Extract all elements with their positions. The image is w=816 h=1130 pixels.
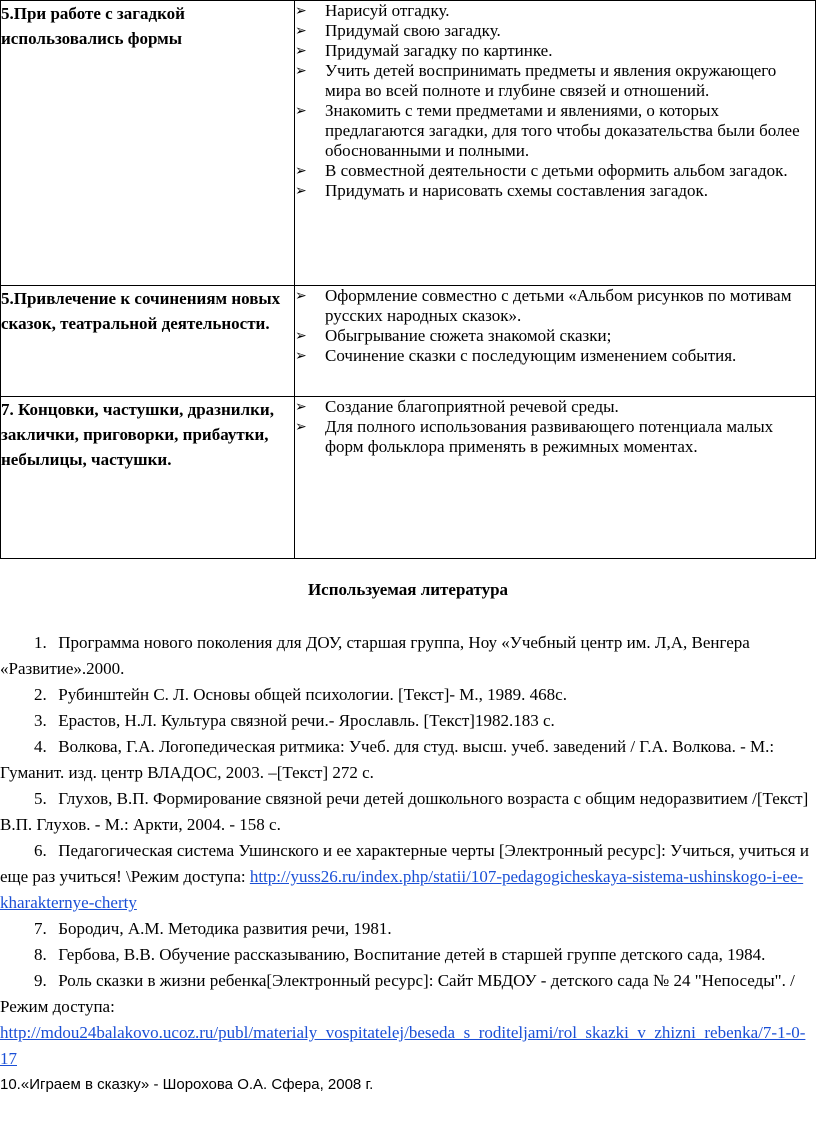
row-content bbox=[295, 1, 816, 286]
arrow-bullet-icon: ➢ bbox=[295, 183, 307, 199]
list-item: ➢ Для полного использования развивающего потенциала малых форм фольклора применять в режимных моментах. bbox=[295, 417, 774, 456]
arrow-bullet-icon: ➢ bbox=[295, 399, 307, 415]
methods-table bbox=[0, 0, 816, 559]
list-item: ➢ Обыгрывание сюжета знакомой сказки; bbox=[295, 326, 612, 345]
arrow-bullet-icon: ➢ bbox=[295, 288, 307, 304]
bullet-list bbox=[295, 286, 815, 366]
list-item: ➢ Придумай свою загадку. bbox=[295, 21, 501, 40]
literature-item-last: 10.«Играем в сказку» - Шорохова О.А. Сфера, 2008 г. bbox=[0, 1076, 374, 1093]
list-item: 4. Волкова, Г.А. Логопедическая ритмика: Учеб. для студ. высш. учеб. заведений / Г.А. Волкова. - М.: Гуманит. изд. центр ВЛАДОС, 2003. –[Текст] 272 с. bbox=[0, 737, 775, 782]
row-heading: 5.Привлечение к сочинениям новых сказок, театральной деятельности. bbox=[1, 286, 295, 397]
arrow-bullet-icon: ➢ bbox=[295, 163, 307, 179]
literature-title: Используемая литература bbox=[307, 580, 509, 599]
table-row bbox=[1, 286, 816, 397]
list-item: ➢ Учить детей воспринимать предметы и явления окружающего мира во всей полноте и глубине связей и отношений. bbox=[295, 61, 777, 100]
row-content bbox=[295, 397, 816, 559]
list-item: 1. Программа нового поколения для ДОУ, старшая группа, Ноу «Учебный центр им. Л,А, Венгера «Развитие».2000. bbox=[0, 633, 750, 678]
arrow-bullet-icon: ➢ bbox=[295, 63, 307, 79]
list-item: ➢ Оформление совместно с детьми «Альбом рисунков по мотивам русских народных сказок». bbox=[295, 286, 792, 325]
list-item: 9. Роль сказки в жизни ребенка[Электронный ресурс]: Сайт МБДОУ - детского сада № 24 "Непоседы". / Режим доступа: http://mdou24balakovo.ucoz.ru/publ/materialy_vospitatelej/beseda_s_roditeljami/rol_skazki_v_zhizni_rebenka/7-1-0-17 bbox=[0, 971, 806, 1068]
arrow-bullet-icon: ➢ bbox=[295, 328, 307, 344]
list-item: ➢ Нарисуй отгадку. bbox=[295, 1, 450, 20]
row-content bbox=[295, 286, 816, 397]
list-item: 7. Бородич, А.М. Методика развития речи, 1981. bbox=[34, 919, 392, 938]
arrow-bullet-icon: ➢ bbox=[295, 43, 307, 59]
list-item: 5. Глухов, В.П. Формирование связной речи детей дошкольного возраста с общим недоразвитием /[Текст] В.П. Глухов. - М.: Аркти, 2004. - 158 с. bbox=[0, 789, 809, 834]
arrow-bullet-icon: ➢ bbox=[295, 3, 307, 19]
row-heading: 7. Концовки, частушки, дразнилки, заклички, приговорки, прибаутки, небылицы, частушки. bbox=[1, 397, 295, 559]
bullet-list bbox=[295, 397, 815, 457]
arrow-bullet-icon: ➢ bbox=[295, 103, 307, 119]
list-item: ➢ Сочинение сказки с последующим изменением события. bbox=[295, 346, 737, 365]
literature-list bbox=[0, 630, 816, 1096]
list-item: ➢ Придумать и нарисовать схемы составления загадок. bbox=[295, 181, 709, 200]
list-item: ➢ В совместной деятельности с детьми оформить альбом загадок. bbox=[295, 161, 788, 180]
table-row bbox=[1, 397, 816, 559]
bullet-list bbox=[295, 1, 815, 201]
arrow-bullet-icon: ➢ bbox=[295, 23, 307, 39]
list-item: 8. Гербова, В.В. Обучение рассказыванию, Воспитание детей в старшей группе детского сада, 1984. bbox=[34, 945, 766, 964]
list-item: ➢ Знакомить с теми предметами и явлениями, о которых предлагаются загадки, для того чтобы доказательства были более обоснованными и полными. bbox=[295, 101, 800, 160]
row-heading: 5.При работе с загадкой использовались формы bbox=[1, 1, 295, 286]
resource-link[interactable]: http://mdou24balakovo.ucoz.ru/publ/materialy_vospitatelej/beseda_s_roditeljami/rol_skazki_v_zhizni_rebenka/7-1-0-17 bbox=[0, 1023, 806, 1068]
arrow-bullet-icon: ➢ bbox=[295, 348, 307, 364]
list-item: 3. Ерастов, Н.Л. Культура связной речи.- Ярославль. [Текст]1982.183 с. bbox=[34, 711, 555, 730]
list-item: ➢ Создание благоприятной речевой среды. bbox=[295, 397, 619, 416]
list-item: 2. Рубинштейн С. Л. Основы общей психологии. [Текст]- М., 1989. 468с. bbox=[34, 685, 567, 704]
list-item: 6. Педагогическая система Ушинского и ее характерные черты [Электронный ресурс]: Учиться, учиться и еще раз учиться! \Режим доступа: http://yuss26.ru/index.php/statii/107-pedagogicheskaya-sistema-ushinskogo-i-ee-kharakternye-cherty bbox=[0, 841, 809, 912]
list-item: ➢ Придумай загадку по картинке. bbox=[295, 41, 553, 60]
arrow-bullet-icon: ➢ bbox=[295, 419, 307, 435]
table-row bbox=[1, 1, 816, 286]
resource-link[interactable]: http://yuss26.ru/index.php/statii/107-pedagogicheskaya-sistema-ushinskogo-i-ee-kharakternye-cherty bbox=[0, 867, 804, 912]
